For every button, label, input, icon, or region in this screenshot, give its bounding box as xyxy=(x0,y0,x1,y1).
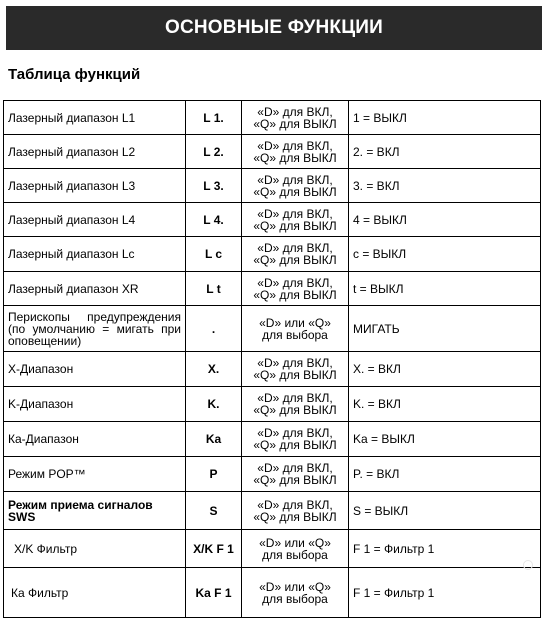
function-mode xyxy=(242,457,349,492)
function-name: Лазерный диапазон L4 xyxy=(4,203,186,237)
function-name: K-Диапазон xyxy=(4,387,186,422)
function-mode xyxy=(242,422,349,457)
mode-line-1: «D» или «Q» xyxy=(259,315,331,330)
function-code: L c xyxy=(186,237,242,272)
function-mode xyxy=(242,352,349,387)
section-header-title: ОСНОВНЫЕ ФУНКЦИИ xyxy=(164,17,384,38)
function-default: МИГАТЬ xyxy=(349,306,541,352)
function-name: Лазерный диапазон L2 xyxy=(4,135,186,169)
function-default: t = ВЫКЛ xyxy=(349,272,541,306)
mode-line-2: для выбора xyxy=(262,591,328,606)
function-default: P. = ВКЛ xyxy=(349,457,541,492)
mode-line-1: «D» для ВКЛ, xyxy=(257,356,333,370)
function-default: F 1 = Фильтр 1 xyxy=(349,568,541,618)
mode-line-2: для выбора xyxy=(262,327,328,342)
function-code: K. xyxy=(186,387,242,422)
section-header-bar xyxy=(6,6,542,50)
function-default: 4 = ВЫКЛ xyxy=(349,203,541,237)
function-mode xyxy=(242,272,349,306)
function-name: X-Диапазон xyxy=(4,352,186,387)
function-name: Лазерный диапазон L3 xyxy=(4,169,186,203)
mode-line-1: «D» для ВКЛ, xyxy=(257,206,333,221)
function-code: X/K F 1 xyxy=(186,530,242,568)
mode-line-2: «Q» для ВЫКЛ xyxy=(253,184,337,199)
mode-line-2: «Q» для ВЫКЛ xyxy=(253,287,337,302)
mode-line-2: «Q» для ВЫКЛ xyxy=(253,509,337,524)
table-title: Таблица функций xyxy=(8,66,141,83)
function-code: . xyxy=(186,306,242,352)
mode-line-2: «Q» для ВЫКЛ xyxy=(253,218,337,233)
function-mode xyxy=(242,169,349,203)
function-name: Режим приема сигналов SWS xyxy=(4,492,186,530)
table-row xyxy=(4,422,541,457)
function-name: Ка-Диапазон xyxy=(4,422,186,457)
mode-line-2: «Q» для ВЫКЛ xyxy=(253,150,337,165)
function-mode xyxy=(242,568,349,618)
function-default: c = ВЫКЛ xyxy=(349,237,541,272)
table-row xyxy=(4,530,541,568)
mode-line-1: «D» для ВКЛ, xyxy=(257,104,333,119)
function-name: Перископы предупреждения (по умолчанию = мигать при оповещении) xyxy=(4,306,186,352)
functions-table xyxy=(3,100,541,618)
mode-line-1: «D» для ВКЛ, xyxy=(257,497,333,512)
table-row xyxy=(4,387,541,422)
mode-line-1: «D» для ВКЛ, xyxy=(257,172,333,187)
function-name: Лазерный диапазон Lc xyxy=(4,237,186,272)
table-row xyxy=(4,568,541,618)
function-code: L 1. xyxy=(186,101,242,135)
function-code: L 3. xyxy=(186,169,242,203)
function-code: X. xyxy=(186,352,242,387)
mode-line-1: «D» для ВКЛ, xyxy=(257,275,333,290)
function-name: Лазерный диапазон XR xyxy=(4,272,186,306)
function-mode xyxy=(242,530,349,568)
mode-line-2: «Q» для ВЫКЛ xyxy=(253,253,337,267)
function-name: Ка Фильтр xyxy=(4,568,186,618)
table-row xyxy=(4,352,541,387)
function-default: K. = ВКЛ xyxy=(349,387,541,422)
function-mode xyxy=(242,237,349,272)
watermark-mark xyxy=(523,560,533,570)
mode-line-2: «Q» для ВЫКЛ xyxy=(253,368,337,382)
function-code: S xyxy=(186,492,242,530)
function-mode xyxy=(242,387,349,422)
function-code: P xyxy=(186,457,242,492)
mode-line-1: «D» или «Q» xyxy=(259,535,331,550)
function-mode xyxy=(242,135,349,169)
mode-line-2: «Q» для ВЫКЛ xyxy=(253,473,337,487)
function-mode xyxy=(242,203,349,237)
function-mode xyxy=(242,101,349,135)
mode-line-1: «D» или «Q» xyxy=(259,579,331,594)
mode-line-1: «D» для ВКЛ, xyxy=(257,426,333,440)
table-row xyxy=(4,169,541,203)
function-name: Режим POP™ xyxy=(4,457,186,492)
table-row xyxy=(4,272,541,306)
function-default: 2. = ВКЛ xyxy=(349,135,541,169)
mode-line-1: «D» для ВКЛ, xyxy=(257,138,333,153)
function-name: X/K Фильтр xyxy=(4,530,186,568)
table-row xyxy=(4,101,541,135)
function-default: 1 = ВЫКЛ xyxy=(349,101,541,135)
mode-line-1: «D» для ВКЛ, xyxy=(257,241,333,255)
function-default: F 1 = Фильтр 1 xyxy=(349,530,541,568)
table-row xyxy=(4,135,541,169)
function-code: L t xyxy=(186,272,242,306)
mode-line-2: для выбора xyxy=(262,547,328,562)
function-default: S = ВЫКЛ xyxy=(349,492,541,530)
function-default: X. = ВКЛ xyxy=(349,352,541,387)
function-code: L 4. xyxy=(186,203,242,237)
function-code: Ka xyxy=(186,422,242,457)
function-mode xyxy=(242,306,349,352)
mode-line-2: «Q» для ВЫКЛ xyxy=(253,116,337,131)
table-row xyxy=(4,306,541,352)
table-row xyxy=(4,237,541,272)
function-default: Ka = ВЫКЛ xyxy=(349,422,541,457)
table-row xyxy=(4,492,541,530)
table-row xyxy=(4,457,541,492)
function-mode xyxy=(242,492,349,530)
mode-line-1: «D» для ВКЛ, xyxy=(257,461,333,475)
mode-line-2: «Q» для ВЫКЛ xyxy=(253,438,337,452)
table-row xyxy=(4,203,541,237)
mode-line-1: «D» для ВКЛ, xyxy=(257,391,333,405)
mode-line-2: «Q» для ВЫКЛ xyxy=(253,403,337,417)
function-code: Ka F 1 xyxy=(186,568,242,618)
function-name: Лазерный диапазон L1 xyxy=(4,101,186,135)
function-default: 3. = ВКЛ xyxy=(349,169,541,203)
function-code: L 2. xyxy=(186,135,242,169)
